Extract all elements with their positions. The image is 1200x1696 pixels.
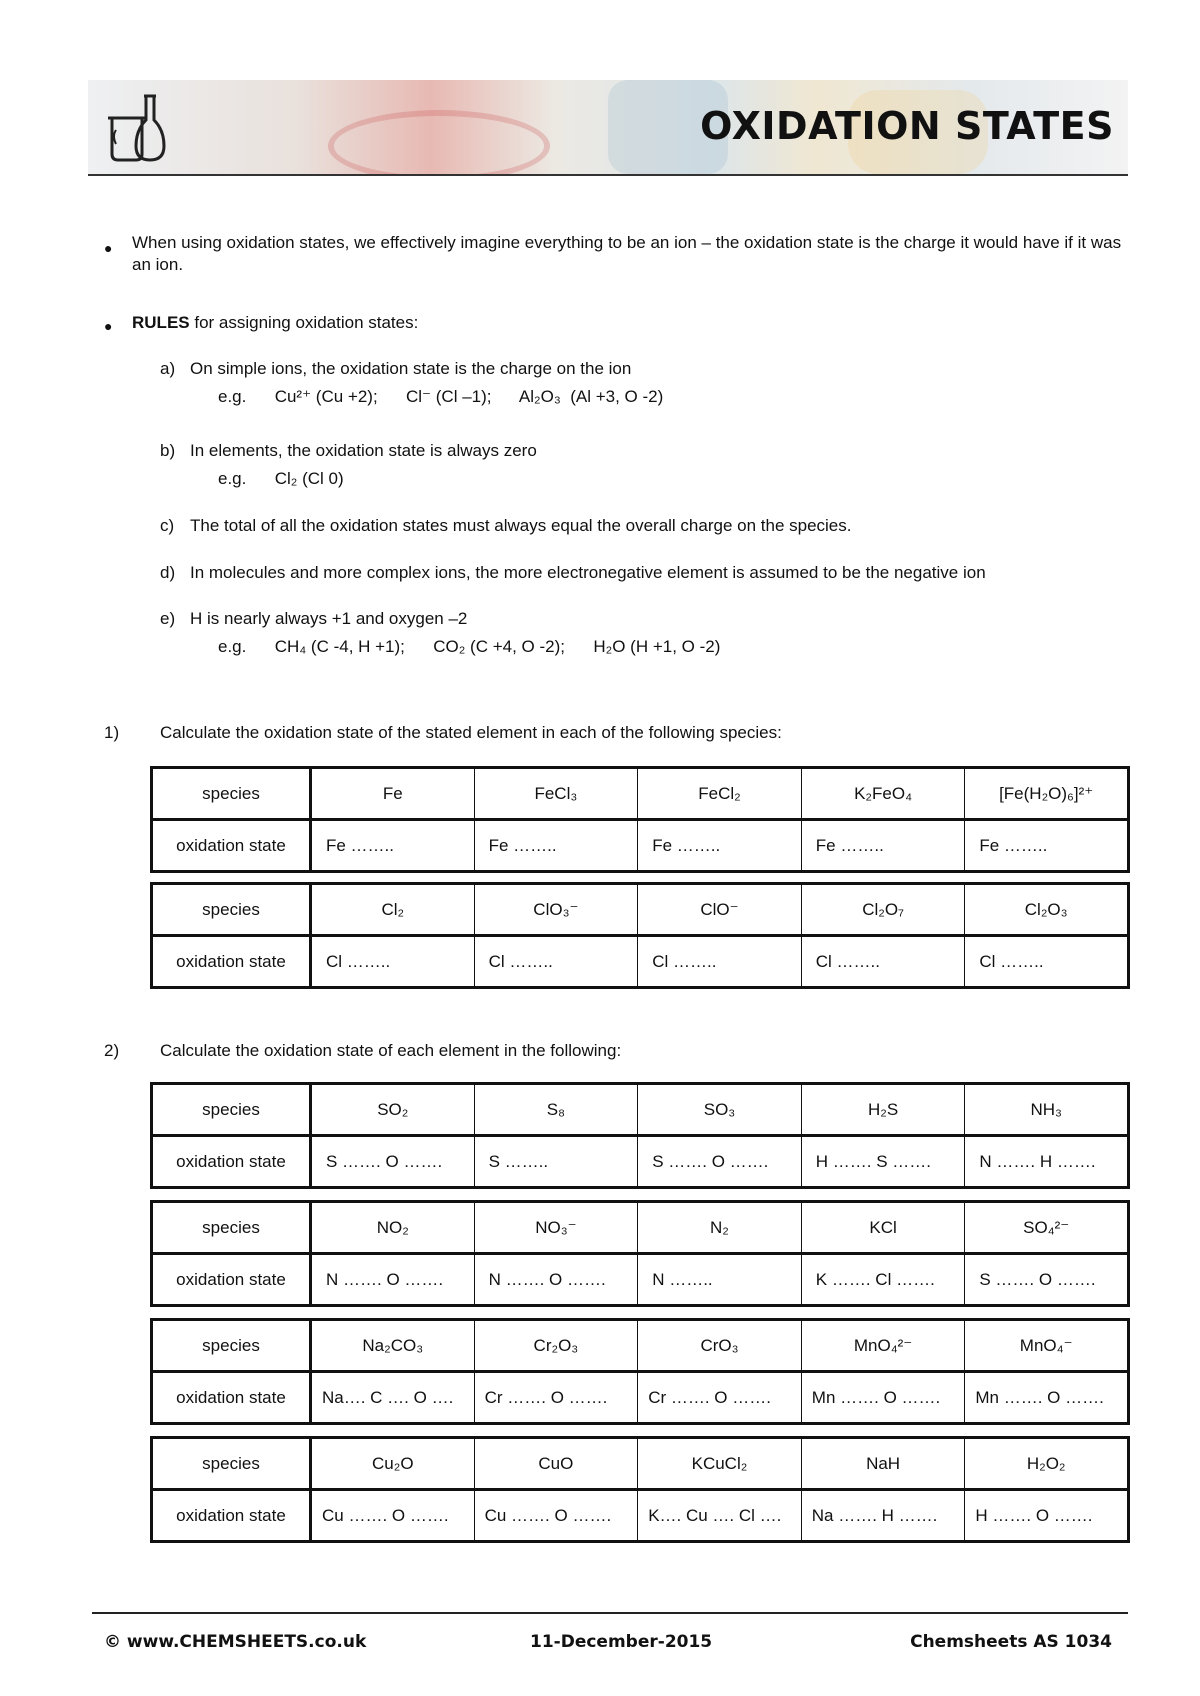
oxidation-state-label: oxidation state: [152, 1372, 311, 1424]
q2-table-2: [150, 1200, 1130, 1307]
answer-cell[interactable]: Na ……. H …….: [801, 1490, 965, 1542]
species-label: species: [152, 1084, 311, 1136]
oxidation-state-row: [152, 1254, 1129, 1306]
answer-cell[interactable]: H ……. S …….: [801, 1136, 965, 1188]
species-cell: Fe: [311, 768, 475, 820]
answer-cell[interactable]: S ……. O …….: [638, 1136, 802, 1188]
species-cell: SO₄²⁻: [965, 1202, 1129, 1254]
q2-table-3: [150, 1318, 1130, 1425]
q1-table-1: [150, 766, 1130, 873]
species-cell: Cl₂: [311, 884, 475, 936]
answer-cell[interactable]: Cu ……. O …….: [474, 1490, 638, 1542]
species-cell: CrO₃: [638, 1320, 802, 1372]
species-cell: NO₂: [311, 1202, 475, 1254]
question-1-number: 1): [104, 723, 120, 742]
page-title: OXIDATION STATES: [700, 104, 1114, 148]
answer-cell[interactable]: H ……. O …….: [965, 1490, 1129, 1542]
question-2-text: Calculate the oxidation state of each element in the following:: [160, 1041, 622, 1060]
answer-cell[interactable]: Fe ……..: [311, 820, 475, 872]
rule-a-example: e.g. Cu²⁺ (Cu +2); Cl⁻ (Cl –1); Al₂O₃ (Al +3, O -2): [218, 387, 664, 406]
species-cell: N₂: [638, 1202, 802, 1254]
species-cell: Na₂CO₃: [311, 1320, 475, 1372]
species-cell: CuO: [474, 1438, 638, 1490]
species-cell: FeCl₃: [474, 768, 638, 820]
oxidation-state-row: [152, 820, 1129, 872]
species-cell: Cu₂O: [311, 1438, 475, 1490]
answer-cell[interactable]: Mn ……. O …….: [965, 1372, 1129, 1424]
answer-cell[interactable]: Fe ……..: [474, 820, 638, 872]
answer-cell[interactable]: Fe ……..: [801, 820, 965, 872]
answer-cell[interactable]: Fe ……..: [638, 820, 802, 872]
species-row: [152, 1320, 1129, 1372]
species-row: [152, 884, 1129, 936]
rules-rest: for assigning oxidation states:: [194, 313, 419, 332]
species-row: [152, 768, 1129, 820]
rule-a-letter: a): [160, 359, 176, 378]
rule-d-text: In molecules and more complex ions, the more electronegative element is assumed to be the negative ion: [190, 563, 986, 582]
question-1-text: Calculate the oxidation state of the stated element in each of the following species:: [160, 723, 782, 742]
species-cell: NO₃⁻: [474, 1202, 638, 1254]
footer-sheet-id: Chemsheets AS 1034: [910, 1632, 1112, 1652]
species-cell: KCl: [801, 1202, 965, 1254]
intro-paragraph: When using oxidation states, we effectively imagine everything to be an ion – the oxidation state is the charge it would have if it was an ion.: [132, 233, 1122, 274]
answer-cell[interactable]: Cr ……. O …….: [638, 1372, 802, 1424]
species-label: species: [152, 1320, 311, 1372]
rule-b-example: e.g. Cl₂ (Cl 0): [218, 469, 344, 488]
answer-cell[interactable]: N ……. H …….: [965, 1136, 1129, 1188]
oxidation-state-row: [152, 936, 1129, 988]
answer-cell[interactable]: S ……..: [474, 1136, 638, 1188]
answer-cell[interactable]: Cl ……..: [965, 936, 1129, 988]
question-2-number: 2): [104, 1041, 120, 1060]
oxidation-state-label: oxidation state: [152, 936, 311, 988]
species-label: species: [152, 884, 311, 936]
rule-e-letter: e): [160, 609, 176, 628]
species-cell: ClO⁻: [638, 884, 802, 936]
answer-cell[interactable]: K…. Cu …. Cl ….: [638, 1490, 802, 1542]
species-cell: Cr₂O₃: [474, 1320, 638, 1372]
answer-cell[interactable]: Mn ……. O …….: [801, 1372, 965, 1424]
answer-cell[interactable]: N ……. O …….: [474, 1254, 638, 1306]
answer-cell[interactable]: Na…. C …. O ….: [311, 1372, 475, 1424]
species-row: [152, 1202, 1129, 1254]
answer-cell[interactable]: N ……..: [638, 1254, 802, 1306]
species-row: [152, 1084, 1129, 1136]
species-cell: [Fe(H₂O)₆]²⁺: [965, 768, 1129, 820]
answer-cell[interactable]: Cl ……..: [311, 936, 475, 988]
answer-cell[interactable]: Cl ……..: [474, 936, 638, 988]
species-cell: H₂O₂: [965, 1438, 1129, 1490]
rules-heading: [132, 312, 418, 334]
lab-glassware-icon: [102, 90, 172, 166]
q2-table-1: [150, 1082, 1130, 1189]
footer-date: 11-December-2015: [530, 1632, 713, 1652]
answer-cell[interactable]: Cu ……. O …….: [311, 1490, 475, 1542]
answer-cell[interactable]: K ……. Cl …….: [801, 1254, 965, 1306]
species-cell: Cl₂O₇: [801, 884, 965, 936]
oxidation-state-row: [152, 1490, 1129, 1542]
species-cell: FeCl₂: [638, 768, 802, 820]
species-cell: NaH: [801, 1438, 965, 1490]
answer-cell[interactable]: Cr ……. O …….: [474, 1372, 638, 1424]
species-row: [152, 1438, 1129, 1490]
oxidation-state-row: [152, 1372, 1129, 1424]
species-cell: S₈: [474, 1084, 638, 1136]
species-cell: MnO₄⁻: [965, 1320, 1129, 1372]
species-cell: SO₃: [638, 1084, 802, 1136]
oxidation-state-row: [152, 1136, 1129, 1188]
answer-cell[interactable]: Cl ……..: [638, 936, 802, 988]
footer-divider: [92, 1612, 1128, 1614]
species-label: species: [152, 768, 311, 820]
species-label: species: [152, 1202, 311, 1254]
answer-cell[interactable]: N ……. O …….: [311, 1254, 475, 1306]
q1-table-2: [150, 882, 1130, 989]
oxidation-state-label: oxidation state: [152, 1136, 311, 1188]
answer-cell[interactable]: Cl ……..: [801, 936, 965, 988]
rule-b-letter: b): [160, 441, 176, 460]
species-cell: Cl₂O₃: [965, 884, 1129, 936]
rule-c-text: The total of all the oxidation states must always equal the overall charge on the species.: [190, 516, 852, 535]
species-label: species: [152, 1438, 311, 1490]
species-cell: KCuCl₂: [638, 1438, 802, 1490]
answer-cell[interactable]: S ……. O …….: [311, 1136, 475, 1188]
species-cell: NH₃: [965, 1084, 1129, 1136]
rule-a-text: On simple ions, the oxidation state is the charge on the ion: [190, 359, 632, 378]
species-cell: ClO₃⁻: [474, 884, 638, 936]
rule-d-letter: d): [160, 563, 176, 582]
rule-e-text: H is nearly always +1 and oxygen –2: [190, 609, 468, 628]
rule-e-example: e.g. CH₄ (C -4, H +1); CO₂ (C +4, O -2); H₂O (H +1, O -2): [218, 637, 721, 656]
header-banner: [88, 80, 1128, 176]
answer-cell[interactable]: S ……. O …….: [965, 1254, 1129, 1306]
species-cell: MnO₄²⁻: [801, 1320, 965, 1372]
answer-cell[interactable]: Fe ……..: [965, 820, 1129, 872]
rule-c-letter: c): [160, 516, 175, 535]
species-cell: SO₂: [311, 1084, 475, 1136]
oxidation-state-label: oxidation state: [152, 1254, 311, 1306]
banner-decoration: [328, 110, 550, 176]
oxidation-state-label: oxidation state: [152, 820, 311, 872]
species-cell: H₂S: [801, 1084, 965, 1136]
oxidation-state-label: oxidation state: [152, 1490, 311, 1542]
q2-table-4: [150, 1436, 1130, 1543]
bullet-icon: ●: [104, 240, 113, 256]
species-cell: K₂FeO₄: [801, 768, 965, 820]
rule-b-text: In elements, the oxidation state is always zero: [190, 441, 537, 460]
footer-website: © www.CHEMSHEETS.co.uk: [104, 1632, 367, 1652]
bullet-icon: ●: [104, 318, 113, 334]
rules-bold: RULES: [132, 313, 190, 332]
